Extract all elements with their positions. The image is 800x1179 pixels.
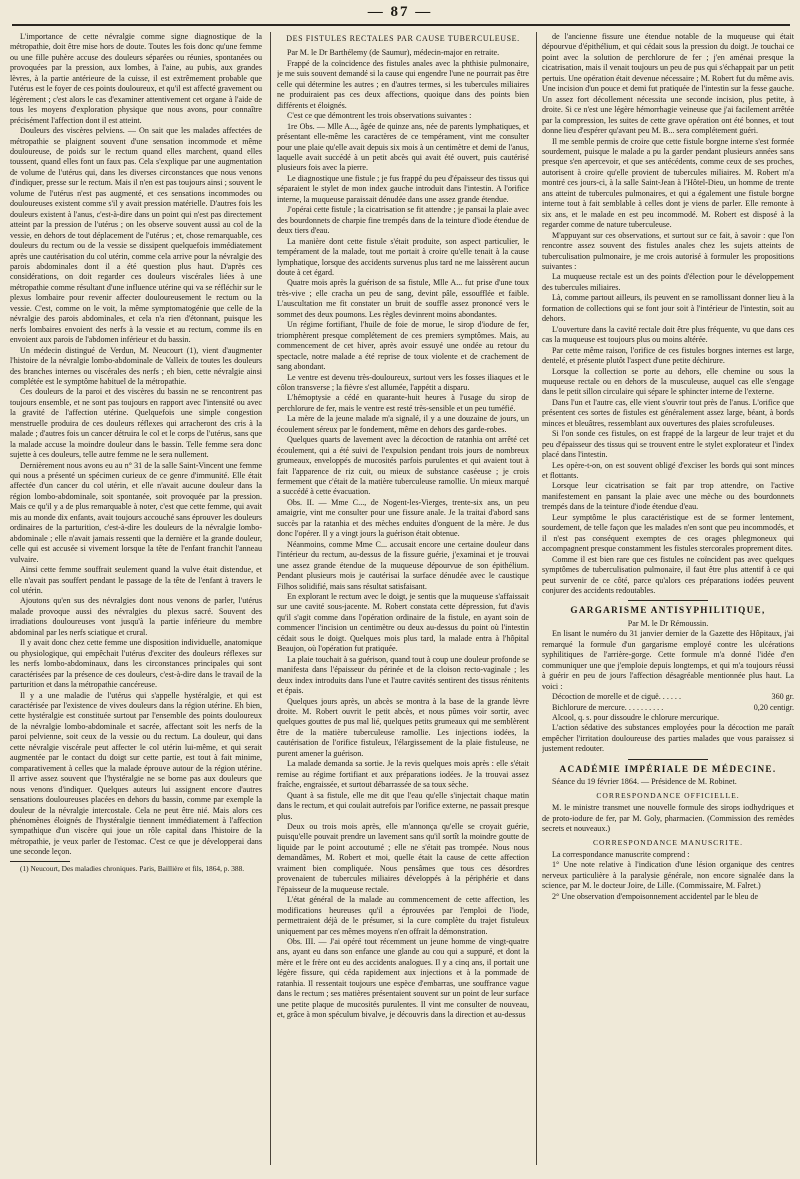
paragraph: L'ouverture dans la cavité rectale doit être plus fréquente, vu que dans ces cas la muqueuse est toujours plus ou moins altérée.: [542, 324, 794, 345]
paragraph: Quatre mois après la guérison de sa fistule, Mlle A... fut prise d'une toux très-vive ; elle cracha un peu de sang, devint pâle, essoufflée et faible. L'auscultation me fit constater un bruit de souffle assez prononcé vers le sommet des deux poumons. Les règles devinrent moins abondantes.: [277, 278, 529, 319]
page-number: — 87 —: [367, 4, 433, 20]
paragraph: En explorant le rectum avec le doigt, je sentis que la muqueuse s'affaissait sur une cavité sous-jacente. M. Robert constata cette dépression, fut d'avis qu'il s'agit comme dans l'opération ordinaire de la fistule, en ayant soin de commencer l'incision un centimètre ou deux au-dessus du point où l'intestin cédait sous le doigt. Quelques mois plus tard, la malade entra à l'hôpital Beaujon, où l'opération fut pratiquée.: [277, 592, 529, 654]
paragraph: La plaie touchait à sa guérison, quand tout à coup une douleur profonde se manifesta dans l'épaisseur du périnée et de la cloison recto-vaginale ; les deux index introduits dans l'une et l'autre cavités sentirent des tissus rénitents et épais.: [277, 654, 529, 696]
article-title: DES FISTULES RECTALES PAR CAUSE TUBERCULEUSE.: [286, 34, 520, 43]
recipe-line: [542, 692, 794, 702]
paragraph: La manière dont cette fistule s'était produite, son aspect particulier, le tempérament de la malade, tout me portait à croire qu'elle tenait à la cause lymphatique, lorsque des accidents survenus plus tard ne me laissèrent aucun doute à cet égard.: [277, 236, 529, 277]
paragraph: La malade demanda sa sortie. Je la revis quelques mois après : elle s'était remise au régime fortifiant et aux préparations iodées. Je la trouvai assez fraîche, engraissée, et surtout débarrassée de sa toux sèche.: [277, 759, 529, 790]
paragraph: Le diagnostique une fistule ; je fus frappé du peu d'épaisseur des tissus qui séparaient le stylet de mon index gauche introduit dans l'intestin. A l'orifice interne, la muqueuse paraissait dénudée dans une assez grande étendue.: [277, 173, 529, 204]
subhead-manuscript: CORRESPONDANCE MANUSCRITE.: [592, 837, 744, 847]
paragraph: Frappé de la coïncidence des fistules anales avec la phthisie pulmonaire, je me suis souvent demandé si la cause qui engendre l'une ne pourrait pas être celle qui détermine les autres ; en d'autres termes, si les tubercules miliaires ne produiraient pas ces deux affections, quoique dans des points bien différents et éloignés.: [277, 58, 529, 110]
gargarisme-byline: Par M. le Dr Rémoussin.: [627, 618, 709, 628]
paragraph: Ces douleurs de la paroi et des viscères du bassin ne se rencontrent pas toujours ensemble, et ne sont pas toujours en rapport avec l'intensité ou avec la gravité de l'affection utérine. Quelquefois une simple congestion menstruelle produira de ces douleurs réflexes qui arracheront des cris à la malade ; d'autres fois un cancer détruira le col et le corps de l'utérus, sans que la malade accuse la moindre douleur dans le bassin. Telle femme sera donc sujette à ces douleurs, telle autre femme ne le sera nullement.: [10, 387, 262, 460]
paragraph: C'est ce que démontrent les trois observations suivantes :: [287, 111, 472, 121]
gargarisme-title: GARGARISME ANTISYPHILITIQUE,: [570, 605, 766, 616]
section-divider: [628, 759, 708, 760]
paragraph: Si l'on sonde ces fistules, on est frappé de la largeur de leur trajet et du peu d'épaisseur des tissus qui se trouvent entre le stylet explorateur et l'index placé dans l'intestin.: [542, 429, 794, 460]
paragraph: Quelques quarts de lavement avec la décoction de ratanhia ont arrêté cet écoulement, qui a été suivi de l'expulsion pendant trois jours de nombreux grumeaux, enveloppés de mucosités parfois purulentes et qui avaient tout à fait l'apparence de riz cuit, ou mieux de substance caséeuse ; je crois fermement que c'était de la matière tuberculeuse ramollie. Un mieux marqué a succédé à cette évacuation.: [277, 435, 529, 497]
academie-title: ACADÉMIE IMPÉRIALE DE MÉDECINE.: [559, 763, 777, 774]
paragraph: Par cette même raison, l'orifice de ces fistules borgnes internes est large, dentelé, et présente plutôt l'aspect d'une petite déchirure.: [542, 345, 794, 366]
session-line: Séance du 19 février 1864. — Présidence de M. Robinet.: [552, 777, 737, 787]
paragraph: Comme il est bien rare que ces fistules ne coïncident pas avec quelques symptômes de tuberculisation pulmonaire, il faut être plus attentif à ce qui peut survenir de ce côté, parce qu'alors ces préparations iodées peuvent conjurer des accidents redoutables.: [542, 554, 794, 596]
recipe-ingredient: Décoction de morelle et de ciguë. . . . . .: [552, 692, 682, 702]
paragraph: J'opérai cette fistule ; la cicatrisation se fit attendre ; je pansai la plaie avec des bourdonnets de charpie fine trempés dans de la teinture d'iode étendue de deux tiers d'eau.: [277, 205, 529, 236]
paragraph: La muqueuse rectale est un des points d'élection pour le développement des tubercules miliaires.: [542, 272, 794, 292]
paragraph: Il me semble permis de croire que cette fistule borgne interne s'est formée sourdement, puisque le malade a pu la garder pendant plusieurs années sans presque s'en apercevoir, et que ses antécédents, comme ceux de ses proches, autorisent à croire qu'elle provient de tubercules miliaires. M. Robert m'a montré ces jours-ci, à la salle Saint-Jean à l'Hôtel-Dieu, un homme de trente ans atteint de tubercules pulmonaires, et qui a également une fistule borgne interne tout à fait semblable à celles dont je viens de parler. Elle remonte à six ans, et le malade en est peu incommodé. M. Robert est disposé à la regarder comme de nature tuberculeuse.: [542, 136, 794, 230]
paragraph: Lorsque la collection se porte au dehors, elle chemine ou sous la muqueuse rectale ou en dehors de la musculeuse, auquel cas elle s'engage dans le petit sillon circulaire qui sépare le sphincter interne de l'externe.: [542, 366, 794, 397]
paragraph: L'état général de la malade au commencement de cette affection, les modifications heureuses qu'il a éprouvées par l'emploi de l'iode, permettraient déjà de le présumer, si la cure complète du trajet fistuleux uniquement par ces mêmes moyens n'en offrait la démonstration.: [277, 895, 529, 936]
paragraph: Leur symptôme le plus caractéristique est de se former lentement, sourdement, de telle façon que les malades n'en sont que peu incommodés, et il n'est pas conséquent exemptes de ces orages phlegmoneux qui accompagnent presque constamment les fistules stercorales proprement dites.: [542, 512, 794, 554]
footnote-rule: [10, 861, 70, 862]
paragraph: Là, comme partout ailleurs, ils peuvent en se ramollissant donner lieu à la formation de collections qui se font jour soit à l'intérieur de l'intestin, soit au dehors.: [542, 293, 794, 324]
subhead-official: CORRESPONDANCE OFFICIELLE.: [596, 790, 740, 800]
paragraph: 1re Obs. — Mlle A..., âgée de quinze ans, née de parents lymphatiques, et présentant elle-même les caractères de ce tempérament, vint me consulter pour une plaie qu'elle avait depuis six mois à un centimètre et demi de l'anus, laquelle avait succédé à un petit abcès qui avait été ouvert, puis cautérisé plusieurs fois avec la pierre.: [277, 121, 529, 173]
paragraph: Il y avait donc chez cette femme une disposition individuelle, anatomique ou physiologique, qui empêchait l'utérus d'exciter des douleurs réflexes sur les nerfs lombo-abdominaux, dans les circonstances principales qui sont caractérisées par la présence de ces douleurs, c'est-à-dire dans le travail de la parturition et dans la métropathie cancéreuse.: [10, 638, 262, 690]
recipe-quantity: 360 gr.: [771, 692, 794, 702]
article-byline: Par M. le Dr Barthélemy (de Saumur), médecin-major en retraite.: [287, 48, 500, 58]
paragraph: de l'ancienne fissure une étendue notable de la muqueuse qui était dépourvue d'épithélium, et qui cédait sous la pression du doigt. Je touchai ce point avec la solution de perchlorure de fer ; j'en aménai presque la cicatrisation, mais il venait toujours un peu de pus qui s'échappait par un petit pertuis. Une opération était devenue nécessaire ; M. Robert fut du même avis. Une incision d'un pouce et demi fut pratiquée de l'intestin sur la fesse gauche. Un assez fort décollement nécessita une seconde incision, plus petite, à droite. Si ce n'est une légère hémorrhagie veineuse que j'ai facilement arrêtée par la compression, les suites de cette grave opération ont été bonnes, et tout donne lieu d'espérer qu'avant peu M. B... sera complétement guéri.: [542, 32, 794, 136]
column-left: [10, 32, 262, 1165]
paragraph: Dernièrement nous avons eu au n° 31 de la salle Saint-Vincent une femme qui nous a présenté un spécimen curieux de ce genre d'immunité. Elle était affectée d'un cancer du col utérin, et elle n'avait aucune douleur dans la région lombo-abdominale, soit spontanée, soit provoquée par la pression. Mais ce qu'il y a de plus remarquable à noter, c'est que cette femme, qui avait mis au monde dix enfants, avait toujours accouché sans éprouver les douleurs ordinaires de la parturition, c'est-à-dire les douleurs de la névralgie lombo-abdominale ; elle n'avait jamais ressenti que la dernière et la grande douleur, celle qui est accusée si vivement lorsque la tête de l'enfant franchit l'anneau vulvaire.: [10, 460, 262, 564]
paragraph: 2° Une observation d'empoisonnement accidentel par le bleu de: [552, 891, 759, 901]
paragraph: Obs. III. — J'ai opéré tout récemment un jeune homme de vingt-quatre ans, ayant eu dans son enfance une glande au cou qui a suppuré, et dont la mère et le frère ont eu des accidents analogues. Il y a cinq ans, il portait une légère fissure, qui céda rapidement aux injections et à la pommade de ratanhia. Il ressentait toujours une espèce d'embarras, une souffrance vague dans le rectum ; ses matières présentaient souvent sur un point de leur surface une petite plaque de mucosités purulentes. Il vint me consulter de nouveau, et, grâce à mon spéculum bivalve, je découvris dans la direction et au-dessus: [277, 936, 529, 1020]
column-right: [542, 32, 794, 1165]
paragraph: M'appuyant sur ces observations, et surtout sur ce fait, à savoir : que l'on rencontre assez souvent des fistules anales chez les sujets atteints de tuberculisation pulmonaire, je me crois autorisé à formuler les propositions suivantes :: [542, 230, 794, 271]
recipe-quantity: 0,20 centigr.: [753, 702, 794, 712]
paragraph: Ainsi cette femme souffrait seulement quand la vulve était distendue, et elle n'avait pas souffert pendant le passage de la tête de l'enfant à travers le col utérin.: [10, 565, 262, 596]
paragraph: L'hémoptysie a cédé en quarante-huit heures à l'usage du sirop de perchlorure de fer, mais le ventre est resté très-sensible et un peu tuméfié.: [277, 393, 529, 413]
paragraph: Ajoutons qu'en sus des névralgies dont nous venons de parler, l'utérus malade provoque aussi des névralgies du plexus sacré. Souvent des irradiations douloureuses vont jusqu'à la partie inférieure du membre abdominal par les nerfs sciatique et crural.: [10, 596, 262, 637]
recipe-note: Alcool, q. s. pour dissoudre le chlorure mercurique.: [552, 713, 720, 722]
paragraph: Quant à sa fistule, elle me dit que l'eau qu'elle s'injectait chaque matin dans le rectum, et qui coulait autrefois par l'orifice externe, ne passait presque plus.: [277, 790, 529, 821]
paragraph: Lorsque leur cicatrisation se fait par trop attendre, on l'active manifestement en pansant la plaie avec une mèche ou des bourdonnets trempés dans de la teinture d'iode étendue d'eau.: [542, 481, 794, 512]
column-separator: [536, 32, 537, 1165]
paragraph: Le ventre est devenu très-douloureux, surtout vers les fosses iliaques et le côlon transverse ; la fièvre s'est allumée, l'appétit a disparu.: [277, 372, 529, 392]
paragraph: Néanmoins, comme Mme C... accusait encore une certaine douleur dans l'intérieur du rectum, au-dessus de la fissure guérie, j'examinai et je trouvai une assez grande étendue de la muqueuse dépourvue de son épithélium. Pendant plusieurs mois je cautérisai la surface dénudée avec le caustique Filhos solidifié, mais sans résultat satisfaisant.: [277, 539, 529, 591]
paragraph: 1° Une note relative à l'indication d'une lésion organique des centres nerveux particulière à la paralysie générale, non encore signalée dans la science, par M. le docteur Joire, de Lille. (Commissaire, M. Falret.): [542, 860, 794, 891]
paragraph: Obs. II. — Mme C..., de Nogent-les-Vierges, trente-six ans, un peu amaigrie, vint me consulter pour une fissure anale. Je la traitai d'abord sans succès par la ratanhia et des mèches enduites d'onguent de la mère. Je dus donc l'opérer. Il y a vingt jours la guérison était obtenue.: [277, 497, 529, 539]
paragraph: La mère de la jeune malade m'a signalé, il y a une douzaine de jours, un écoulement séreux par le fondement, même en dehors des garde-robes.: [277, 414, 529, 434]
recipe-ingredient: Bichlorure de mercure. . . . . . . . . .: [552, 702, 664, 712]
paragraph: Dans l'un et l'autre cas, elle vient s'ouvrir tout près de l'anus. L'orifice que présentent ces sortes de fistules est généralement assez large, béant, à bords minces et bleuâtres, ressemblant aux ouvertures des plaies scrofuleuses.: [542, 397, 794, 428]
paragraph: L'importance de cette névralgie comme signe diagnostique de la métropathie, doit être mise hors de doute. Toutes les fois donc qu'une femme ou une fille puhère accuse des douleurs séparées ou réunies, spontanées ou provoquées par la pression, aux lombes, à l'aine, au pubis, aux grandes lèvres, à la partie antérieure de la cuisse, il est extrêmement probable que l'utérus est le foyer de ces points douloureux, et qu'il est affecté gravement ou légèrement ; c'est alors le cas d'examiner attentivement cet organe à l'aide de tous les moyens d'exploration physique que nous avons, pour connaître précisément l'affection dont il est atteint.: [10, 32, 262, 125]
paragraph: Un médecin distingué de Verdun, M. Neucourt (1), vient d'augmenter l'histoire de la névralgie lombo-abdominale de Valleix de toutes les douleurs des branches internes ou viscérales des nerfs ; eh bien, cette névralgie ainsi complétée est le symptôme habituel de la métropathie.: [10, 345, 262, 386]
paragraph: La correspondance manuscrite comprend :: [552, 849, 690, 859]
paragraph: Un régime fortifiant, l'huile de foie de morue, le sirop d'iodure de fer, triomphèrent presque complétement de ces premiers symptômes. Mais, au commencement de cet hiver, après avoir essuyé une ondée au retour du spectacle, notre malade a été reprise de toux violente et de crachement de sang abondant.: [277, 320, 529, 372]
paragraph: Les opère-t-on, on est souvent obligé d'exciser les bords qui sont minces et flottants.: [542, 460, 794, 481]
paragraph: Douleurs des viscères pelviens. — On sait que les malades affectées de métropathie se plaignent souvent d'une sensation incommode et même douloureuse, de poids sur le rectum quand elles marchent, quand elles toussent, quand elles font un faux pas. Cela s'explique par une augmentation de volume de l'utérus qui, dans les diverses circonstances que nous venons d'indiquer, presse sur le rectum. Mais il n'en est pas toujours ainsi ; souvent le volume de l'utérus n'est pas augmenté, et ces sensations incommodes ou douloureuses existent comme s'il y avait pression matérielle. D'autres fois les douleurs existent à l'anus, c'est-à-dire dans un point qui n'est pas directement atteint par la pression de l'utérus ; on les observe souvent aussi au col de la vessie, en dehors de tout déplacement de l'utérus ; et, chose remarquable, ces douleurs du rectum ou de la vessie se dissipent quelquefois immédiatement après une cautérisation du col utérin, comme cela arrive pour la névralgie des parois abdominales dont il a été question plus haut. D'après ces considérations, on doit regarder ces douleurs viscérales liées à une métropathie comme résultant d'une influence utérine qui va se réfléchir sur le plexus lombaire pour revenir affecter douloureusement le rectum ou la vessie. C'est, comme on le voit, la même symptomatogénie que celle de la névralgie des parois abdominales, et cela n'a rien d'étonnant, puisque les nerfs lombaires envoient des nerfs à la vessie et au rectum, comme ils en envoient aux parois de l'abdomen inférieur et du bassin.: [10, 126, 262, 345]
paragraph: En lisant le numéro du 31 janvier dernier de la Gazette des Hôpitaux, j'ai remarqué la formule d'un gargarisme employé contre les ulcérations syphilitiques de l'arrière-gorge. Cette formule m'a donné l'idée d'en communiquer une que j'emploie depuis longtemps, et qui m'a toujours réussi à guérir en peu de jours l'affection désagréable mentionnée plus haut. La voici :: [542, 629, 794, 691]
column-middle: [277, 32, 529, 1165]
paragraph: M. le ministre transmet une nouvelle formule des sirops iodhydriques et de proto-iodure de fer, par M. Goly, pharmacien. (Commission des remèdes secrets et nouveaux.): [542, 803, 794, 834]
paragraph: Deux ou trois mois après, elle m'annonça qu'elle se croyait guérie, puisqu'elle pouvait prendre un lavement sans qu'il sortît la moindre goutte de liquide par le point accoutumé ; elle ne s'était pas trompée. Nous nous demandâmes, M. Robert et moi, quelle était la cause de cette affection vraiment bien compliquée. Nous pensâmes que tous ces désordres provenaient de tubercules miliaires développés à la périphérie et dans l'épaisseur de la muqueuse rectale.: [277, 821, 529, 894]
header-rule: [12, 24, 790, 26]
paragraph: Il y a une maladie de l'utérus qui s'appelle hystéralgie, et qui est caractérisée par l'existence de vives douleurs dans la région utérine. Eh bien, cette hystéralgie est constituée surtout par l'ensemble des points douloureux de la névralgie lombo-abdominale et sacrée, affectant soit les nerfs de la paroi pelvienne, soit ceux de la vessie ou du rectum. La douleur, qui dans cette névralgie viscérale peut affecter le col utérin lui-même, et qui serait augmentée par le contact du doigt sur cette partie, est tout à fait minime, comparativement à celles que la malade éprouve autour de la région utérine. Il arrive assez souvent que l'hystéralgie ne se borne pas aux douleurs que nous venons d'indiquer. Quelques auteurs lui assignent encore d'autres sensations douloureuses placées en dehors du bassin, comme par exemple la douleur de la névralgie intercostale. Cela ne peut être nié. Mais alors ces phénomènes éloignés de l'hystéralgie tiennent immédiatement à l'affection sympathique d'un viscère qui joue un rôle capital dans l'histoire de la métropathie, je veux parler de l'estomac. C'est ce que je développerai dans une seconde leçon.: [10, 690, 262, 857]
column-separator: [270, 32, 271, 1165]
recipe-line: [542, 703, 794, 713]
paragraph: L'action sédative des substances employées pour la décoction me paraît empêcher l'irritation douloureuse des parties malades que vous paraissez si justement redouter.: [542, 723, 794, 754]
footnote: (1) Neucourt, Des maladies chroniques. Paris, Baillière et fils, 1864, p. 388.: [20, 863, 245, 873]
paragraph: Quelques jours après, un abcès se montra à la base de la grande lèvre droite. M. Robert ouvrit le petit abcès, et nous pûmes voir sortir, avec quelques gouttes de pus mal lié, quelques petits grumeaux qui me semblèrent être de la matière tuberculeuse ramollie. Les injections iodées, la cautérisation de l'orifice fistuleux, l'élargissement de la plaie fistuleuse, ne purent amener la guérison.: [277, 696, 529, 758]
section-divider: [628, 600, 708, 601]
